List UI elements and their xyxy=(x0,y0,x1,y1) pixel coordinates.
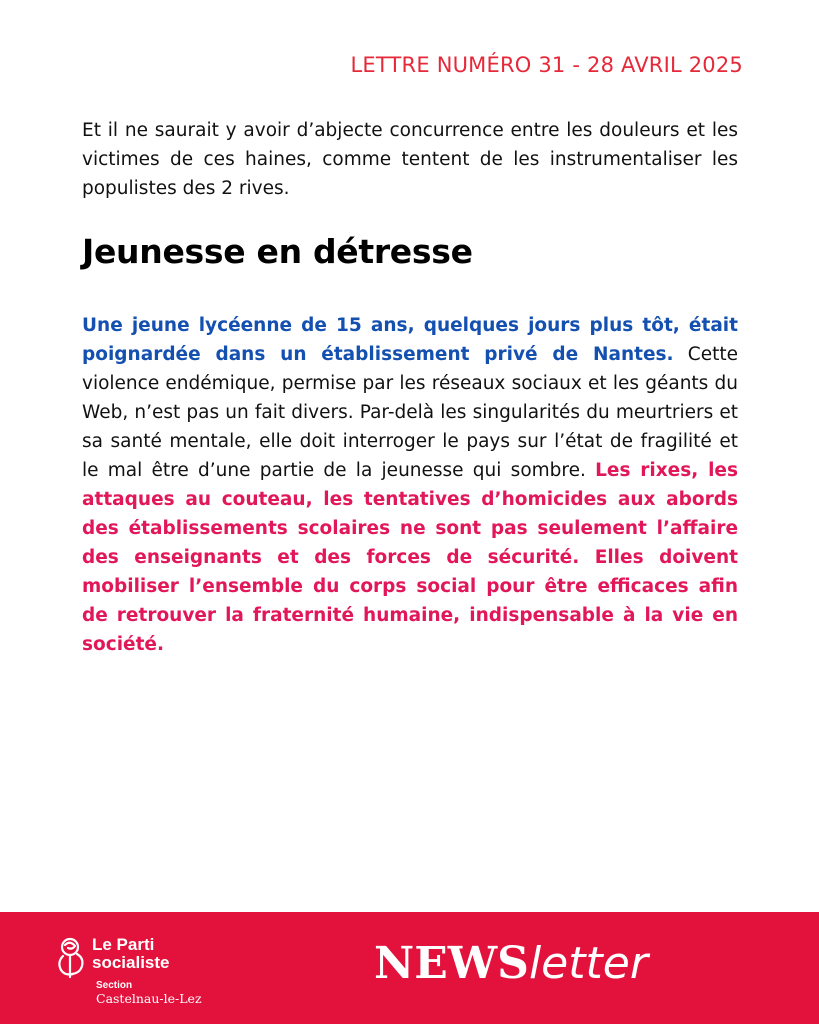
highlight-blue-text: Une jeune lycéenne de 15 ans, quelques jours plus tôt, était poignardée dans un établissement privé de Nantes. xyxy=(82,315,738,365)
footer-band xyxy=(0,912,819,1024)
logo-town: Castelnau-le-Lez xyxy=(96,991,202,1006)
newsletter-italic: letter xyxy=(528,938,648,989)
issue-line: LETTRE NUMÉRO 31 - 28 AVRIL 2025 xyxy=(350,53,743,77)
logo-name xyxy=(92,936,170,972)
highlight-pink-text: Les rixes, les attaques au couteau, les tentatives d’homicides aux abords des établissements scolaires ne sont pas seulement l’affaire des enseignants et des forces de sécurité. Elles doivent mobiliser l’ensemble du corps social pour être efficaces afin de retrouver la fraternité humaine, indispensable à la vie en société. xyxy=(82,460,738,655)
intro-paragraph: Et il ne saurait y avoir d’abjecte concurrence entre les douleurs et les victimes de ces haines, comme tentent de les instrumentaliser les populistes des 2 rives. xyxy=(82,120,738,199)
logo-section: Section xyxy=(96,980,133,991)
logo-line1: Le Parti xyxy=(92,935,155,954)
logo-line2: socialiste xyxy=(92,953,170,972)
party-logo xyxy=(54,936,234,1016)
rose-icon xyxy=(54,936,88,980)
section-paragraph xyxy=(82,311,738,659)
section-heading: Jeunesse en détresse xyxy=(82,232,473,271)
newsletter-wordmark xyxy=(374,934,648,994)
newsletter-bold: NEWS xyxy=(374,938,529,989)
body-text: Cette violence endémique, permise par les réseaux sociaux et les géants du Web, n’est pas un fait divers. Par-delà les singularités du meurtriers et sa santé mentale, elle doit interroger le pays sur l’état de fragilité et le mal être d’une partie de la jeunesse qui sombre. xyxy=(82,344,738,481)
